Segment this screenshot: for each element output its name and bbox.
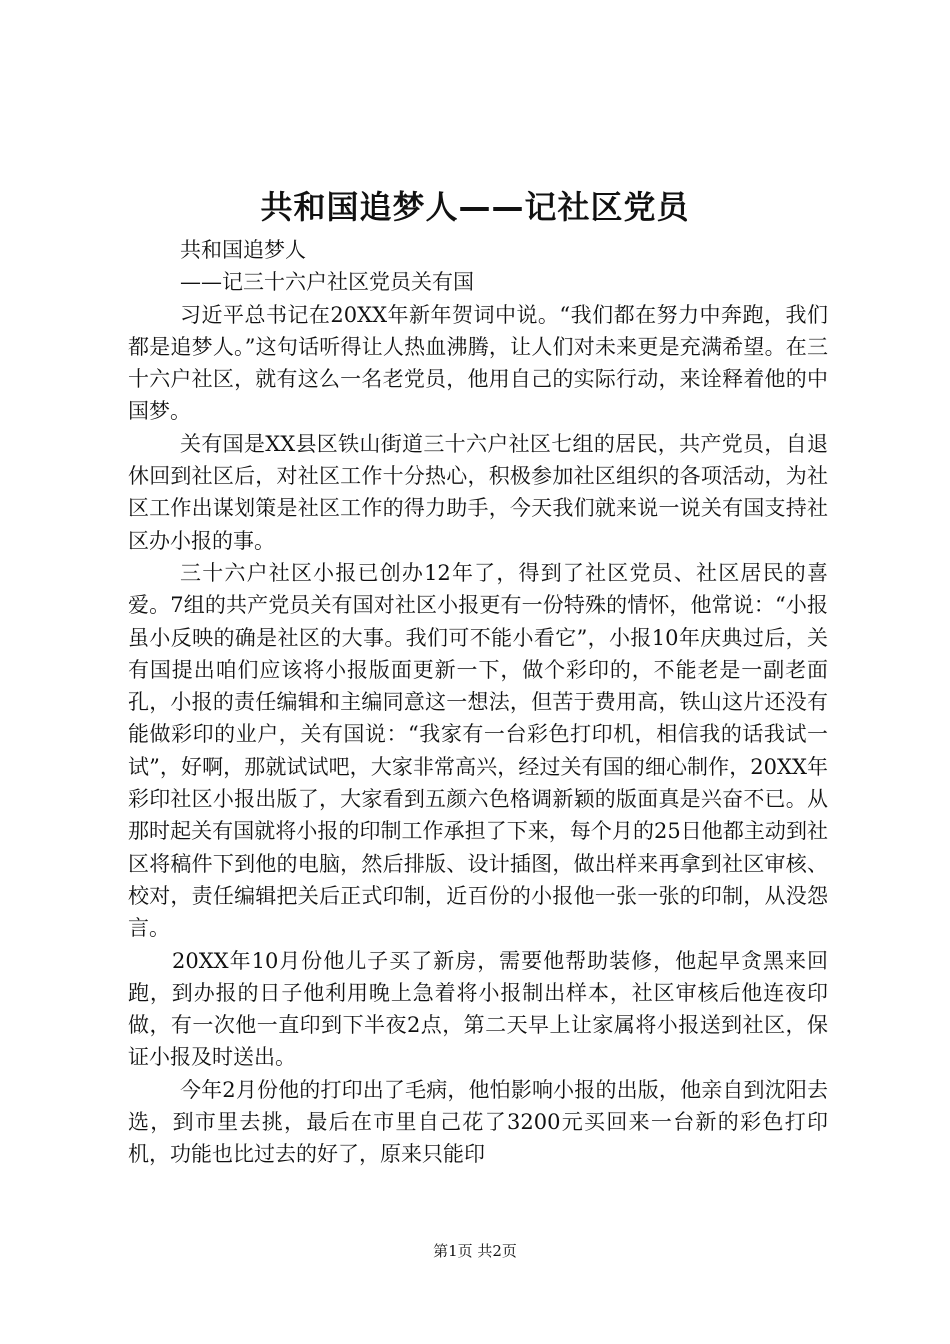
subtitle-line-1: 共和国追梦人 bbox=[180, 238, 306, 262]
document-title: 共和国追梦人——记社区党员 bbox=[260, 188, 690, 226]
subtitle-line-2: ——记三十六户社区党员关有国 bbox=[180, 270, 474, 295]
paragraph: 今年2月份他的打印出了毛病，他怕影响小报的出版，他亲自到沈阳去选，到市里去挑，最后在市里自己花了3200元买回来一台新的彩色打印机，功能也比过去的好了，原来只能印 bbox=[128, 1077, 828, 1167]
paragraph: 习近平总书记在20XX年新年贺词中说。“我们都在努力中奔跑，我们都是追梦人。”这句话听得让人热血沸腾，让人们对未来更是充满希望。在三十六户社区，就有这么一名老党员，他用自己的实际行动，来诠释着他的中国梦。 bbox=[128, 302, 828, 424]
paragraph: 关有国是XX县区铁山街道三十六户社区七组的居民，共产党员，自退休回到社区后，对社区工作十分热心，积极参加社区组织的各项活动，为社区工作出谋划策是社区工作的得力助手，今天我们就来说一说关有国支持社区办小报的事。 bbox=[128, 431, 828, 553]
paragraph: 20XX年10月份他儿子买了新房，需要他帮助装修，他起早贪黑来回跑，到办报的日子他利用晚上急着将小报制出样本，社区审核后他连夜印做，有一次他一直印到下半夜2点，第二天早上让家属将小报送到社区，保证小报及时送出。 bbox=[128, 948, 828, 1070]
paragraph: 三十六户社区小报已创办12年了，得到了社区党员、社区居民的喜爱。7组的共产党员关有国对社区小报更有一份特殊的情怀，他常说：“小报虽小反映的确是社区的大事。我们可不能小看它”，小报10年庆典过后，关有国提出咱们应该将小报版面更新一下，做个彩印的，不能老是一副老面孔，小报的责任编辑和主编同意这一想法，但苦于费用高，铁山这片还没有能做彩印的业户，关有国说：“我家有一台彩色打印机，相信我的话我试一试”，好啊，那就试试吧，大家非常高兴，经过关有国的细心制作，20XX年彩印社区小报出版了，大家看到五颜六色格调新颖的版面真是兴奋不已。从那时起关有国就将小报的印制工作承担了下来，每个月的25日他都主动到社区将稿件下到他的电脑，然后排版、设计插图，做出样来再拿到社区审核、校对，责任编辑把关后正式印制，近百份的小报他一张一张的印制，从没怨言。 bbox=[128, 560, 828, 941]
document-body bbox=[128, 234, 828, 1171]
page-footer: 第1页 共2页 bbox=[433, 1242, 517, 1260]
